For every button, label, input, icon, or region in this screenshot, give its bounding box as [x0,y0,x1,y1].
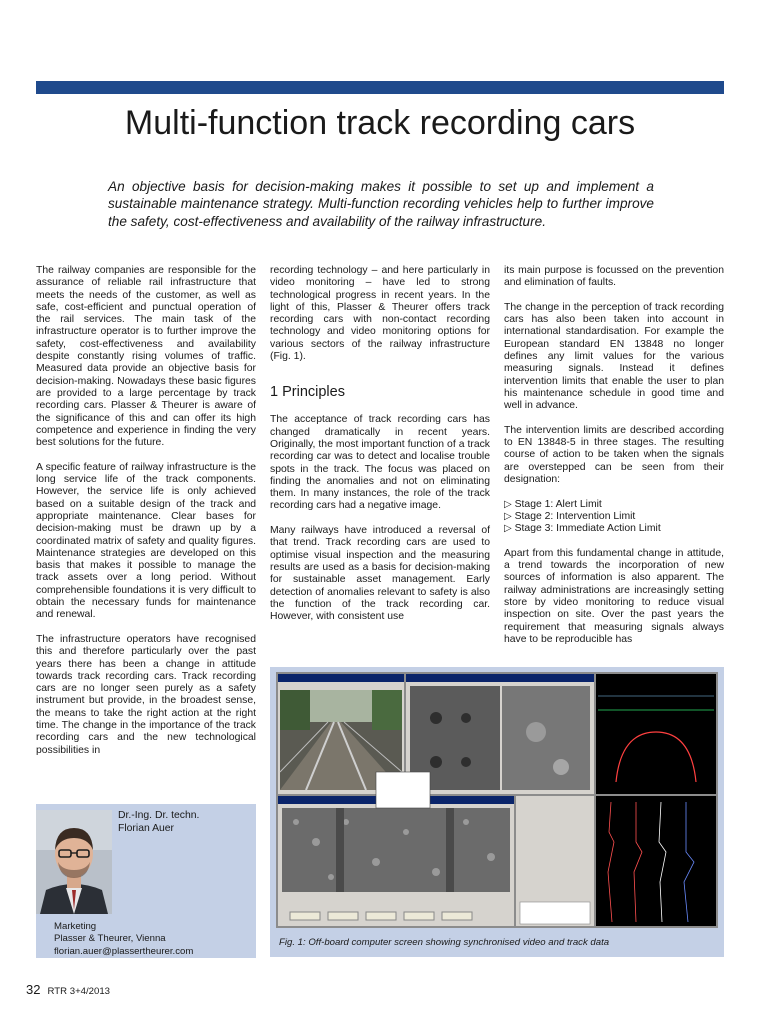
magazine-issue: RTR 3+4/2013 [47,986,111,997]
article-lead: An objective basis for decision-making makes it possible to set up and implement a sustainable maintenance strategy. Multi-function recording vehicles help to further improve the safety, cost-effectiveness and availability of the railway infrastructure. [108,179,654,229]
list-item: ▷ Stage 1: Alert Limit [504,498,602,510]
triangle-bullet-icon: ▷ [504,510,512,522]
paragraph: its main purpose is focussed on the prevention and elimination of faults. [504,265,724,289]
paragraph: The intervention limits are described according to EN 13848-5 in three stages. The resulting course of action to be taken when the signals are overstepped can be seen from their designation: [504,424,724,486]
article-title: Multi-function track recording cars [124,104,636,142]
paragraph: The railway companies are responsible for the assurance of reliable rail infrastructure that meets the needs of the customer, as well as safe, cost-efficient and punctual operation of the rail services. The main task of the infrastructure operator is to further improve the safety, cost-effectiveness and availability despite constantly rising volumes of traffic. Measured data provide an objective basis for decision-making. Nowadays these basic figures are provided to a large percentage by track recording cars. Plasser & Theurer is aware of the significance of this and can offer its high competence and experience in finding the very best solutions for the future. [36,265,256,449]
paragraph: recording technology – and here particularly in video monitoring – have led to strong technological progress in recent years. In the light of this, Plasser & Theurer offers track recording cars with non-contact recording technology and video monitoring options for various sectors of the railway infrastructure (Fig. 1). [270,265,490,363]
author-photo [36,810,112,914]
author-department: Marketing [54,921,97,932]
paragraph: Many railways have introduced a reversal of that trend. Track recording cars are used to optimise visual inspection and the measuring results are used as a basis for decision-making for sustainable asset management. Early detection of anomalies relevant to safety is also the function of the track recording car. However, with consistent use [270,525,490,623]
paragraph: A specific feature of railway infrastructure is the long service life of the track components. However, the service life is only achieved based on a suitable design of the track and appropriate maintenance. Clear bases for decision-making must be drawn up by a coordinated matrix of safety and quality figures. Maintenance strategies are developed on this basis that makes it possible to manage the track assets over a long period. Without comprehensible foundations it is very difficult to obtain the necessary funds for maintenance and renewal. [36,461,256,621]
author-email[interactable]: florian.auer@plassertheurer.com [54,946,194,957]
body-column-3 [504,265,724,659]
figure-screenshot [276,672,718,928]
triangle-bullet-icon: ▷ [504,523,512,535]
page-footer [26,982,110,997]
author-info [54,921,193,958]
paragraph: The infrastructure operators have recognised this and therefore particularly over the past years there has been a change in attitude towards track recording cars. Track recording cars are no longer seen purely as a safety instrument but provide, in the broadest sense, the means to take the right action at the right time. The change in the importance of the track recording cars and the new technological possibilities in [36,633,256,756]
portrait-image [36,810,112,914]
section-heading: 1 Principles [270,384,345,401]
triangle-bullet-icon: ▷ [504,498,512,510]
author-name: Dr.-Ing. Dr. techn. Florian Auer [118,810,200,834]
paragraph: The change in the perception of track recording cars has also been taken into account in international standardisation. For example the European standard EN 13848 no longer defines any limit values for the various measuring signals. Instead it defines intervention limits that enable the user to plan his maintenance schedule in good time and well in advance. [504,301,724,412]
stage-list [504,499,724,536]
body-column-2 [270,265,490,636]
author-company: Plasser & Theurer, Vienna [54,932,166,944]
header-rule [36,81,724,94]
screenshot-image [276,672,718,928]
page-number: 32 [26,982,41,997]
list-item: ▷ Stage 2: Intervention Limit [504,510,636,522]
paragraph: Apart from this fundamental change in attitude, a trend towards the incorporation of new sources of information is also apparent. The railway administrations are increasingly setting store by video monitoring to reduce visual inspection on site. Over the past years the requirement that measuring signals always have to be reproducible has [504,547,724,645]
list-item: ▷ Stage 3: Immediate Action Limit [504,523,661,535]
figure-caption: Fig. 1: Off-board computer screen showing synchronised video and track data [279,937,610,948]
paragraph: The acceptance of track recording cars has changed dramatically in recent years. Originally, the most important function of a track recording car was to detect and localise trouble spots in the track. The focus was placed on finding the anomalies and not on eliminating them. In many instances, the role of the track recording cars had a negative image. [270,414,490,512]
body-column-1 [36,265,256,769]
